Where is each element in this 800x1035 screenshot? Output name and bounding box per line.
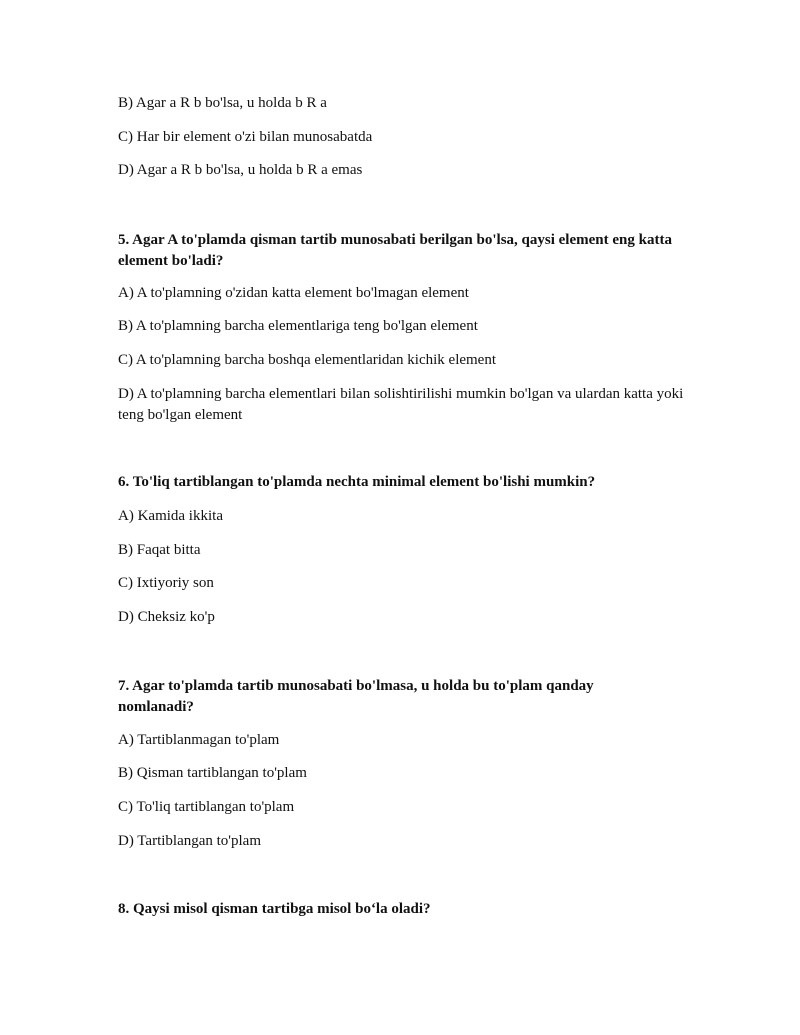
- option-c: C) Har bir element o'zi bilan munosabatda: [118, 129, 373, 145]
- q7-option-d: D) Tartiblangan to'plam: [118, 833, 262, 849]
- question-8: 8. Qaysi misol qisman tartibga misol bo‘la oladi?: [118, 901, 431, 917]
- q7-option-c: C) To'liq tartiblangan to'plam: [118, 799, 295, 815]
- q7-option-b: B) Qisman tartiblangan to'plam: [118, 765, 307, 781]
- q6-option-d: D) Cheksiz ko'p: [118, 609, 215, 625]
- q7-option-a: A) Tartiblanmagan to'plam: [118, 732, 280, 748]
- q5-option-d: D) A to'plamning barcha elementlari bilan solishtirilishi mumkin bo'lgan va ulardan katta yoki teng bo'lgan element: [118, 386, 684, 423]
- q5-option-c: C) A to'plamning barcha boshqa elementlaridan kichik element: [118, 352, 497, 368]
- q5-option-b: B) A to'plamning barcha elementlariga teng bo'lgan element: [118, 318, 478, 334]
- option-b: B) Agar a R b bo'lsa, u holda b R a: [118, 95, 327, 111]
- option-d: D) Agar a R b bo'lsa, u holda b R a emas: [118, 162, 363, 178]
- q6-option-c: C) Ixtiyoriy son: [118, 575, 214, 591]
- q6-option-b: B) Faqat bitta: [118, 542, 201, 558]
- question-6: 6. To'liq tartiblangan to'plamda nechta minimal element bo'lishi mumkin?: [118, 474, 596, 490]
- question-7: 7. Agar to'plamda tartib munosabati bo'lmasa, u holda bu to'plam qanday nomlanadi?: [118, 678, 594, 715]
- q6-option-a: A) Kamida ikkita: [118, 508, 223, 524]
- question-5: 5. Agar A to'plamda qisman tartib munosabati berilgan bo'lsa, qaysi element eng katta element bo'ladi?: [118, 232, 672, 269]
- q5-option-a: A) A to'plamning o'zidan katta element bo'lmagan element: [118, 285, 469, 301]
